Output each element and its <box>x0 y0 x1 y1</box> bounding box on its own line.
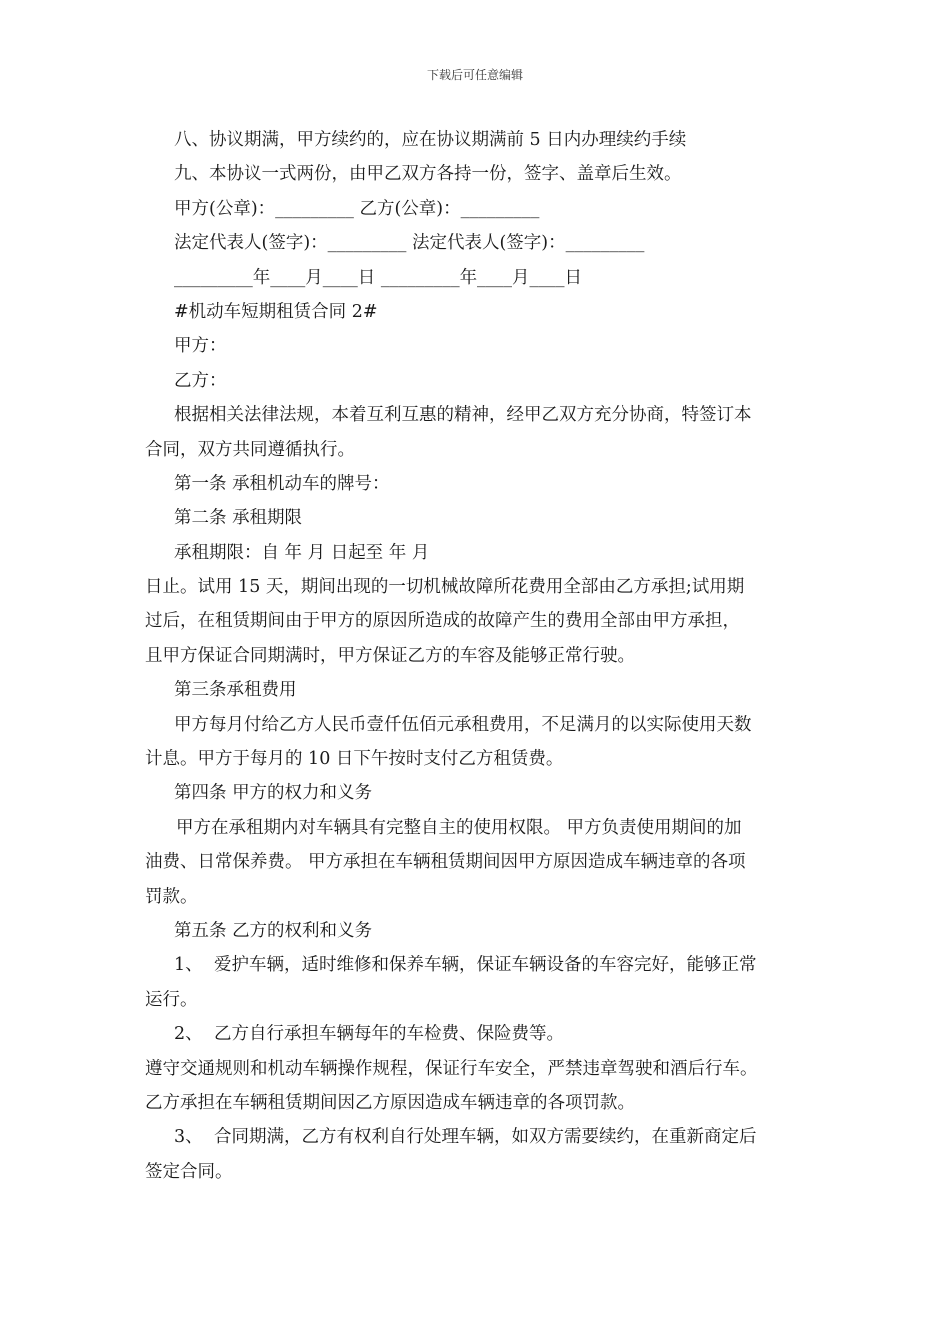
article-2-text-2: 过后，在租赁期间由于甲方的原因所造成的故障产生的费用全部由甲方承担， <box>145 611 740 632</box>
lease-term-line: 承租期限：自 年 月 日起至 年 月 <box>174 542 430 563</box>
date-line: _________年____月____日 _________年____月____日 <box>174 267 583 288</box>
article-2-text-3: 且甲方保证合同期满时，甲方保证乙方的车容及能够正常行驶。 <box>145 645 635 666</box>
clause-9: 九、本协议一式两份，由甲乙双方各持一份，签字、盖章后生效。 <box>174 164 682 185</box>
item-number: 3、 <box>174 1127 203 1148</box>
signature-line: 法定代表人(签字)：_________ 法定代表人(签字)：_________ <box>174 233 645 254</box>
article-3-heading: 第三条承租费用 <box>174 680 297 701</box>
article-5-item-2 <box>145 1017 810 1051</box>
article-5-item-1 <box>145 948 810 982</box>
article-1-heading: 第一条 承租机动车的牌号： <box>174 473 390 494</box>
article-4-text-2: 油费、日常保养费。 甲方承担在车辆租赁期间因甲方原因造成车辆违章的各项 <box>145 852 746 873</box>
article-5-item-1-cont: 运行。 <box>145 989 198 1010</box>
article-5-text-b: 乙方承担在车辆租赁期间因乙方原因造成车辆违章的各项罚款。 <box>145 1092 635 1113</box>
seal-line: 甲方(公章)：_________ 乙方(公章)：_________ <box>174 198 540 219</box>
clause-8: 八、协议期满，甲方续约的，应在协议期满前 5 日内办理续约手续 <box>174 130 687 150</box>
article-4-text-1: 甲方在承租期内对车辆具有完整自主的使用权限。 甲方负责使用期间的加 <box>176 817 742 838</box>
preamble-line-2: 合同，双方共同遵循执行。 <box>145 439 355 460</box>
contract-body <box>145 123 810 1189</box>
item-text: 合同期满，乙方有权利自行处理车辆，如双方需要续约，在重新商定后 <box>214 1127 757 1148</box>
contract-title: #机动车短期租赁合同 2# <box>174 301 378 322</box>
article-3-text-1: 甲方每月付给乙方人民币壹仟伍佰元承租费用，不足满月的以实际使用天数 <box>174 714 752 735</box>
article-4-text-3: 罚款。 <box>145 886 198 907</box>
article-2-heading: 第二条 承租期限 <box>174 508 303 529</box>
item-number: 1、 <box>174 955 203 976</box>
article-5-text-a: 遵守交通规则和机动车辆操作规程，保证行车安全，严禁违章驾驶和酒后行车。 <box>145 1058 758 1079</box>
item-text: 爱护车辆，适时维修和保养车辆，保证车辆设备的车容完好，能够正常 <box>214 955 757 976</box>
article-3-text-2: 计息。甲方于每月的 10 日下午按时支付乙方租赁费。 <box>145 749 564 770</box>
article-5-item-3-cont: 签定合同。 <box>145 1161 233 1182</box>
article-5-item-3 <box>145 1120 810 1154</box>
item-number: 2、 <box>174 1024 203 1045</box>
download-note: 下载后可任意编辑 <box>426 68 523 82</box>
preamble-line-1: 根据相关法律法规，本着互利互惠的精神，经甲乙双方充分协商，特签订本 <box>174 405 752 426</box>
article-2-text-1: 日止。试用 15 天，期间出现的一切机械故障所花费用全部由乙方承担;试用期 <box>145 577 745 598</box>
party-a: 甲方： <box>174 336 227 357</box>
article-4-heading: 第四条 甲方的权力和义务 <box>174 783 373 804</box>
item-text: 乙方自行承担车辆每年的车检费、保险费等。 <box>214 1024 564 1045</box>
party-b: 乙方： <box>174 370 227 391</box>
article-5-heading: 第五条 乙方的权利和义务 <box>174 920 373 941</box>
